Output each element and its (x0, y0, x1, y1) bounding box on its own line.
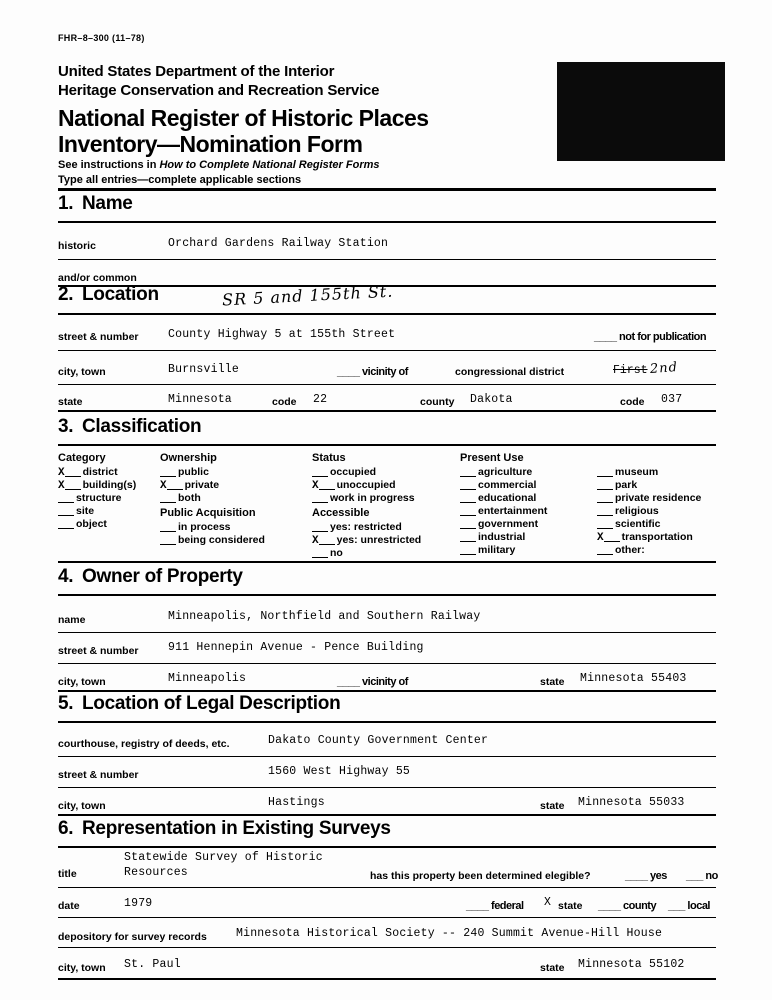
location-street-label: street & number (58, 331, 139, 343)
survey-title-label: title (58, 868, 77, 880)
owner-street-value[interactable]: 911 Hennepin Avenue - Pence Building (168, 641, 424, 654)
rule-s4-top (58, 561, 716, 563)
use-option-religious[interactable]: religious (597, 505, 659, 518)
section-6-heading: 6. Representation in Existing Surveys (58, 818, 391, 839)
class-option-district[interactable]: X district (58, 466, 118, 479)
form-title (58, 105, 429, 157)
county-code-label: code (620, 396, 645, 408)
status-option-unoccupied[interactable]: X unoccupied (312, 479, 396, 492)
location-state-value[interactable]: Minnesota (168, 393, 232, 406)
rule-s1-bottom (58, 221, 716, 223)
use-option-entertainment[interactable]: entertainment (460, 505, 547, 518)
status-option-work-in-progress[interactable]: work in progress (312, 492, 415, 505)
legal-city-label: city, town (58, 800, 106, 812)
common-name-label: and/or common (58, 272, 137, 284)
use-option-transportation[interactable]: X transportation (597, 531, 693, 544)
owner-city-value[interactable]: Minneapolis (168, 672, 247, 685)
county-label: county (420, 396, 455, 408)
owner-street-label: street & number (58, 645, 139, 657)
section-2-heading: 2. Location (58, 284, 159, 305)
use-option-other[interactable]: other: (597, 544, 645, 557)
not-for-publication-checkbox[interactable]: ____ not for publication (594, 331, 707, 343)
owner-name-label: name (58, 614, 86, 626)
rule-legal-bottom (58, 814, 716, 816)
survey-state-mark: X (544, 896, 552, 909)
owner-city-label: city, town (58, 676, 106, 688)
survey-date-value[interactable]: 1979 (124, 897, 153, 910)
use-option-park[interactable]: park (597, 479, 637, 492)
eligible-question-label: has this property been determined elegible? (370, 870, 591, 882)
ownership-option-private[interactable]: X private (160, 479, 220, 492)
use-option-commercial[interactable]: commercial (460, 479, 536, 492)
legal-state-value[interactable]: Minnesota 55033 (578, 796, 685, 809)
legal-street-label: street & number (58, 769, 139, 781)
location-handwritten-note: SR 5 and 155th St. (221, 281, 394, 310)
form-title-line-1: National Register of Historic Places (58, 105, 429, 131)
location-city-value[interactable]: Burnsville (168, 363, 240, 376)
rule-s6-bottom (58, 846, 716, 848)
survey-state-label[interactable]: state (558, 900, 583, 912)
location-street-value[interactable]: County Highway 5 at 155th Street (168, 328, 396, 341)
survey-state-field-label: state (540, 962, 565, 974)
depository-label: depository for survey records (58, 931, 207, 943)
class-option-object[interactable]: object (58, 518, 107, 531)
accessible-header: Accessible (312, 507, 370, 519)
survey-state-field-value[interactable]: Minnesota 55102 (578, 958, 685, 971)
agency-heading (58, 62, 379, 100)
present-use-header: Present Use (460, 452, 524, 464)
eligible-yes-checkbox[interactable]: ____ yes (625, 870, 667, 882)
accessible-option-no[interactable]: no (312, 547, 343, 560)
county-code-value[interactable]: 037 (661, 393, 683, 406)
legal-street-value[interactable]: 1560 West Highway 55 (268, 765, 411, 778)
class-option-structure[interactable]: structure (58, 492, 122, 505)
congressional-district-struck: First (613, 364, 648, 377)
agency-line-2: Heritage Conservation and Recreation Service (58, 82, 380, 99)
rule-s3-bottom (58, 444, 716, 446)
rule-survey-title (58, 887, 716, 888)
eligible-no-checkbox[interactable]: ___ no (686, 870, 718, 882)
congressional-district-label: congressional district (455, 366, 565, 378)
ownership-header: Ownership (160, 452, 217, 464)
rule-owner-name (58, 632, 716, 633)
rule-depository (58, 947, 716, 948)
courthouse-value[interactable]: Dakato County Government Center (268, 734, 489, 747)
accessible-option-yes-restricted[interactable]: yes: restricted (312, 521, 402, 534)
instructions (58, 158, 380, 188)
use-option-museum[interactable]: museum (597, 466, 658, 479)
ownership-option-both[interactable]: both (160, 492, 201, 505)
survey-city-value[interactable]: St. Paul (124, 958, 181, 971)
rule-s1-top (58, 188, 716, 191)
state-code-value[interactable]: 22 (313, 393, 328, 406)
survey-title-value-line1[interactable]: Statewide Survey of Historic (124, 851, 323, 864)
congressional-district-handwritten: 2nd (649, 360, 679, 377)
status-option-occupied[interactable]: occupied (312, 466, 376, 479)
rule-location-street (58, 350, 716, 351)
status-header: Status (312, 452, 346, 464)
location-state-label: state (58, 396, 83, 408)
survey-federal-checkbox[interactable]: ____ federal (466, 900, 524, 912)
vicinity-checkbox[interactable]: ____ vicinity of (337, 366, 408, 378)
instructions-line-1: See instructions in How to Complete National Register Forms (58, 159, 380, 171)
courthouse-label: courthouse, registry of deeds, etc. (58, 738, 230, 750)
use-option-agriculture[interactable]: agriculture (460, 466, 532, 479)
survey-local-checkbox[interactable]: ___ local (668, 900, 710, 912)
survey-city-label: city, town (58, 962, 106, 974)
owner-state-label: state (540, 676, 565, 688)
legal-city-value[interactable]: Hastings (268, 796, 325, 809)
form-title-line-2: Inventory—Nomination Form (58, 131, 363, 157)
survey-county-checkbox[interactable]: ____ county (598, 900, 657, 912)
depository-value[interactable]: Minnesota Historical Society -- 240 Summit Avenue-Hill House (236, 927, 663, 940)
category-header: Category (58, 452, 106, 464)
use-option-government[interactable]: government (460, 518, 538, 531)
public-acquisition-header: Public Acquisition (160, 507, 256, 519)
use-option-scientific[interactable]: scientific (597, 518, 661, 531)
use-option-educational[interactable]: educational (460, 492, 536, 505)
rule-survey-bottom (58, 978, 716, 980)
acquisition-option-in-process[interactable]: in process (160, 521, 231, 534)
rule-legal-street (58, 787, 716, 788)
survey-date-label: date (58, 900, 80, 912)
instructions-line-2: Type all entries—complete applicable sections (58, 174, 302, 186)
rule-s4-bottom (58, 594, 716, 596)
section-5-heading: 5. Location of Legal Description (58, 693, 341, 714)
county-value[interactable]: Dakota (470, 393, 513, 406)
acquisition-option-being-considered[interactable]: being considered (160, 534, 265, 547)
agency-line-1: United States Department of the Interior (58, 63, 335, 80)
survey-title-value-line2[interactable]: Resources (124, 866, 188, 879)
location-city-label: city, town (58, 366, 106, 378)
rule-historic (58, 259, 716, 260)
ownership-option-public[interactable]: public (160, 466, 209, 479)
use-option-industrial[interactable]: industrial (460, 531, 525, 544)
rule-courthouse (58, 756, 716, 757)
section-4-heading: 4. Owner of Property (58, 566, 243, 587)
rule-s5-bottom (58, 721, 716, 723)
accessible-option-yes-unrestricted[interactable]: X yes: unrestricted (312, 534, 422, 547)
class-option-buildings[interactable]: X building(s) (58, 479, 137, 492)
instructions-doc-ref: How to Complete National Register Forms (159, 159, 380, 171)
owner-name-value[interactable]: Minneapolis, Northfield and Southern Railway (168, 610, 481, 623)
owner-vicinity-checkbox[interactable]: ____ vicinity of (337, 676, 408, 688)
rule-location-city (58, 384, 716, 385)
historic-label: historic (58, 240, 96, 252)
form-number: FHR–8–300 (11–78) (58, 33, 145, 43)
state-code-label: code (272, 396, 297, 408)
rule-location-bottom (58, 410, 716, 412)
historic-value[interactable]: Orchard Gardens Railway Station (168, 237, 389, 250)
class-option-site[interactable]: site (58, 505, 94, 518)
owner-state-value[interactable]: Minnesota 55403 (580, 672, 687, 685)
section-1-heading: 1. Name (58, 193, 133, 214)
rule-survey-date (58, 917, 716, 918)
rule-s2-bottom (58, 313, 716, 315)
use-option-private-residence[interactable]: private residence (597, 492, 701, 505)
redacted-stamp-box (557, 62, 725, 161)
section-3-heading: 3. Classification (58, 416, 202, 437)
rule-owner-street (58, 663, 716, 664)
rule-owner-bottom (58, 690, 716, 692)
legal-state-label: state (540, 800, 565, 812)
use-option-military[interactable]: military (460, 544, 515, 557)
